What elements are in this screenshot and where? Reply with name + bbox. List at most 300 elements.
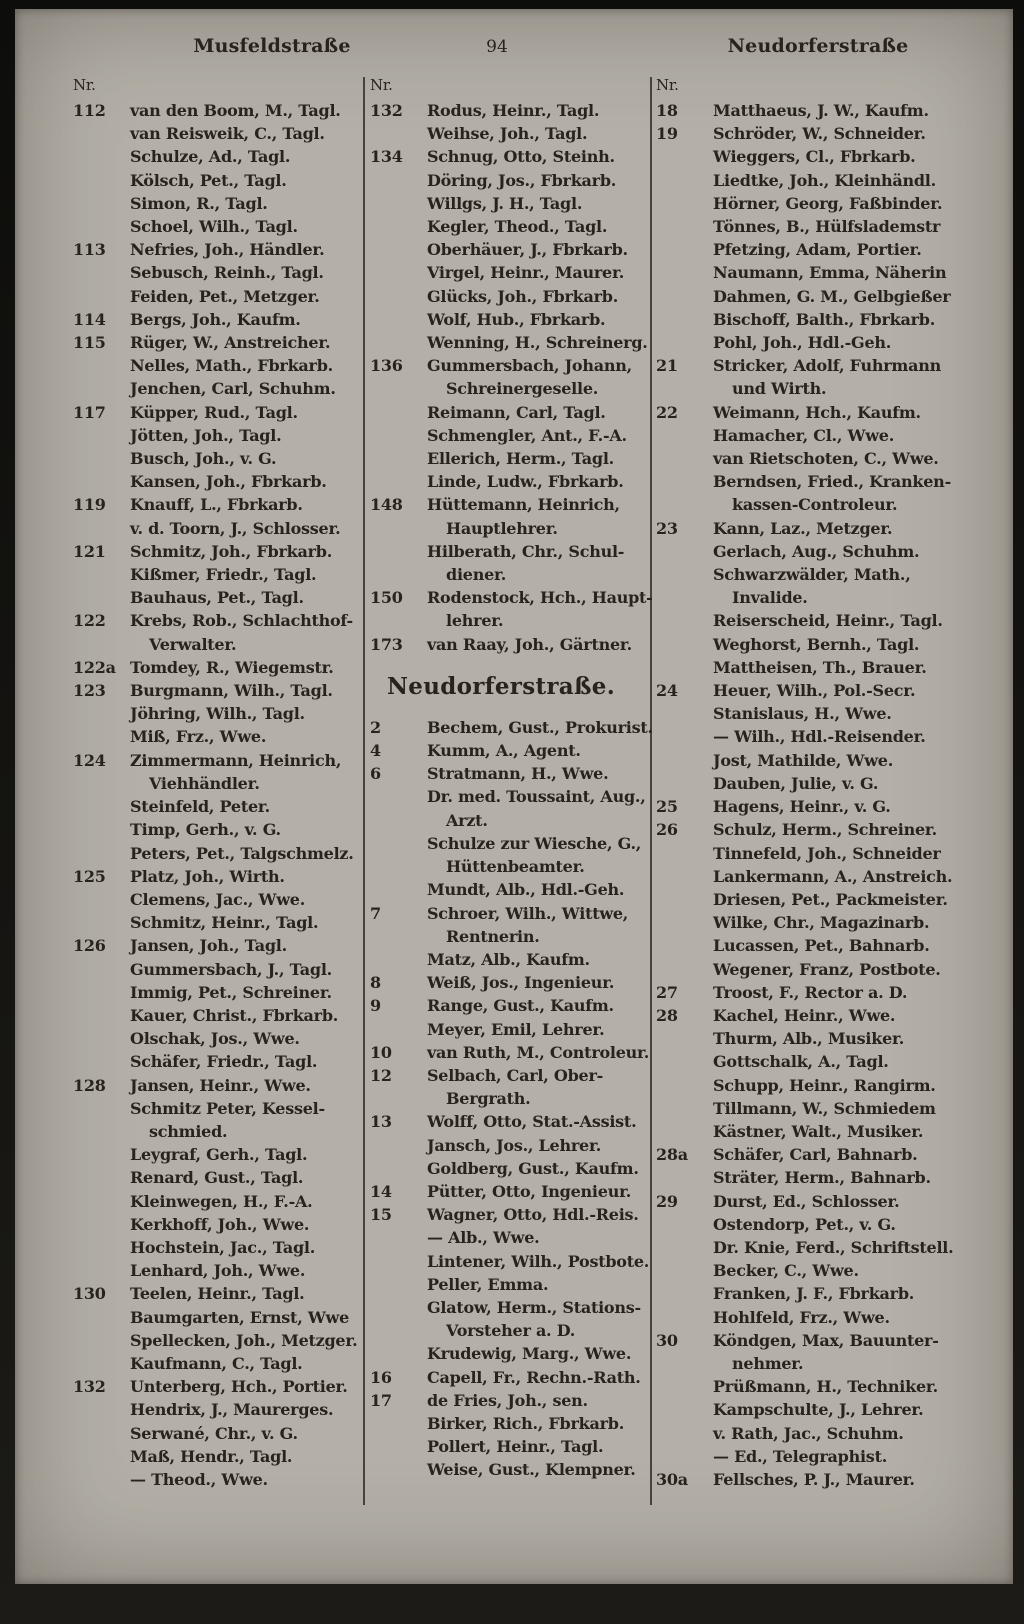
house-number: 25 xyxy=(656,797,678,817)
entry-text: van Rietschoten, C., Wwe. xyxy=(713,449,939,469)
directory-row xyxy=(656,981,961,1004)
entry-text: Schwarzwälder, Math., xyxy=(713,565,911,585)
entry-text: van Raay, Joh., Gärtner. xyxy=(427,634,632,654)
entry-text: Kansen, Joh., Fbrkarb. xyxy=(130,472,327,492)
entry-text: Glücks, Joh., Fbrkarb. xyxy=(427,286,619,306)
entry-text: Döring, Jos., Fbrkarb. xyxy=(427,170,617,190)
directory-row xyxy=(370,994,650,1017)
directory-row xyxy=(656,1004,961,1027)
entry-text: Prüßmann, H., Techniker. xyxy=(713,1377,938,1397)
directory-row xyxy=(370,1389,650,1412)
entry-text: Zimmermann, Heinrich, xyxy=(130,750,342,770)
entry-text: Wilke, Chr., Magazinarb. xyxy=(713,913,930,933)
directory-row xyxy=(73,122,363,145)
directory-row xyxy=(370,1226,650,1249)
entry-text: Ellerich, Herm., Tagl. xyxy=(427,449,614,469)
entry-text: Hochstein, Jac., Tagl. xyxy=(130,1237,316,1257)
entry-text: Naumann, Emma, Näherin xyxy=(713,263,947,283)
directory-row xyxy=(656,424,961,447)
directory-row xyxy=(370,517,650,540)
directory-row xyxy=(656,1166,961,1189)
house-number: 30a xyxy=(656,1469,688,1489)
entry-text: Burgmann, Wilh., Tagl. xyxy=(130,681,333,701)
directory-row xyxy=(370,354,650,377)
house-number: 9 xyxy=(370,996,381,1016)
entry-text: und Wirth. xyxy=(732,379,827,399)
entry-text: Becker, C., Wwe. xyxy=(713,1261,859,1281)
directory-row xyxy=(656,958,961,981)
entry-text: Busch, Joh., v. G. xyxy=(130,449,277,469)
entry-text: Jöhring, Wilh., Tagl. xyxy=(130,704,305,724)
directory-row xyxy=(73,285,363,308)
directory-row xyxy=(73,517,363,540)
directory-row xyxy=(370,1180,650,1203)
house-number: 10 xyxy=(370,1042,392,1062)
directory-row xyxy=(656,1120,961,1143)
house-number: 28a xyxy=(656,1145,688,1165)
house-number: 13 xyxy=(370,1112,392,1132)
entry-text: Kegler, Theod., Tagl. xyxy=(427,217,608,237)
entry-text: Durst, Ed., Schlosser. xyxy=(713,1191,900,1211)
entry-text: schmied. xyxy=(149,1121,228,1141)
entry-text: Bergrath. xyxy=(446,1089,531,1109)
house-number: 30 xyxy=(656,1330,678,1350)
directory-row xyxy=(73,772,363,795)
directory-row xyxy=(656,818,961,841)
directory-row xyxy=(73,1445,363,1468)
entry-text: Baumgarten, Ernst, Wwe xyxy=(130,1307,349,1327)
house-number: 15 xyxy=(370,1205,392,1225)
house-number: 132 xyxy=(370,101,403,120)
directory-row xyxy=(370,447,650,470)
directory-row xyxy=(73,1422,363,1445)
entry-text: Heuer, Wilh., Pol.-Secr. xyxy=(713,681,916,701)
directory-row xyxy=(73,725,363,748)
directory-row xyxy=(656,308,961,331)
house-number: 8 xyxy=(370,973,381,993)
directory-row xyxy=(656,586,961,609)
house-number: 119 xyxy=(73,495,106,515)
entry-text: Bauhaus, Pet., Tagl. xyxy=(130,588,304,608)
directory-row xyxy=(370,902,650,925)
house-number: 114 xyxy=(73,309,106,329)
directory-row xyxy=(656,795,961,818)
directory-row xyxy=(73,958,363,981)
entry-text: Kumm, A., Agent. xyxy=(427,741,581,761)
directory-row xyxy=(370,1064,650,1087)
entry-text: Rodus, Heinr., Tagl. xyxy=(427,101,600,120)
entry-text: Serwané, Chr., v. G. xyxy=(130,1423,298,1443)
directory-row xyxy=(656,447,961,470)
house-number: 126 xyxy=(73,936,106,956)
entry-text: Bergs, Joh., Kaufm. xyxy=(130,309,301,329)
entry-text: Willgs, J. H., Tagl. xyxy=(427,193,583,213)
entry-text: Krudewig, Marg., Wwe. xyxy=(427,1344,632,1364)
directory-row xyxy=(73,401,363,424)
house-number: 136 xyxy=(370,356,403,376)
number-column-label: Nr. xyxy=(73,76,96,94)
directory-row xyxy=(73,261,363,284)
directory-row xyxy=(370,1134,650,1157)
directory-row xyxy=(370,215,650,238)
entry-text: Wolff, Otto, Stat.-Assist. xyxy=(427,1112,637,1132)
directory-row xyxy=(73,145,363,168)
entry-text: Weimann, Hch., Kaufm. xyxy=(713,402,921,422)
directory-row xyxy=(656,1329,961,1352)
directory-row xyxy=(656,1445,961,1468)
directory-row xyxy=(370,1203,650,1226)
entry-text: Dr. med. Toussaint, Aug., xyxy=(427,787,646,807)
entry-text: Dr. Knie, Ferd., Schriftstell. xyxy=(713,1237,954,1257)
house-number: 19 xyxy=(656,124,678,144)
directory-row xyxy=(73,888,363,911)
directory-row xyxy=(73,308,363,331)
entry-text: Schäfer, Friedr., Tagl. xyxy=(130,1052,318,1072)
directory-row xyxy=(73,934,363,957)
entry-text: Weise, Gust., Klempner. xyxy=(427,1460,636,1480)
directory-row xyxy=(370,1342,650,1365)
directory-row xyxy=(656,517,961,540)
street-section-heading: Neudorferstraße. xyxy=(386,672,616,700)
entry-text: Wolf, Hub., Fbrkarb. xyxy=(427,309,606,329)
directory-row xyxy=(370,540,650,563)
directory-row xyxy=(73,1213,363,1236)
house-number: 24 xyxy=(656,681,678,701)
directory-row xyxy=(73,1329,363,1352)
entry-text: Peters, Pet., Talgschmelz. xyxy=(130,843,354,863)
directory-row xyxy=(370,192,650,215)
directory-row xyxy=(73,99,363,122)
directory-row xyxy=(370,470,650,493)
directory-row xyxy=(370,493,650,516)
number-column-label: Nr. xyxy=(370,76,393,94)
entry-text: Thurm, Alb., Musiker. xyxy=(713,1029,905,1049)
entry-text: Nefries, Joh., Händler. xyxy=(130,240,325,260)
entry-text: Viehhändler. xyxy=(149,773,260,793)
directory-row xyxy=(73,1468,363,1491)
directory-row xyxy=(656,1282,961,1305)
directory-row xyxy=(656,679,961,702)
house-number: 132 xyxy=(73,1377,106,1397)
entry-text: Gummersbach, J., Tagl. xyxy=(130,959,332,979)
entry-text: Schmitz Peter, Kessel- xyxy=(130,1098,325,1118)
directory-row xyxy=(73,749,363,772)
entry-text: v. d. Toorn, J., Schlosser. xyxy=(130,518,341,538)
directory-row xyxy=(656,934,961,957)
directory-row xyxy=(370,1366,650,1389)
entry-text: Krebs, Rob., Schlachthof- xyxy=(130,611,353,631)
house-number: 113 xyxy=(73,240,106,260)
entry-text: Hauptlehrer. xyxy=(446,518,558,538)
entry-text: Sträter, Herm., Bahnarb. xyxy=(713,1168,931,1188)
directory-row xyxy=(370,308,650,331)
house-number: 128 xyxy=(73,1075,106,1095)
entry-text: Wieggers, Cl., Fbrkarb. xyxy=(713,147,916,167)
entry-text: Wagner, Otto, Hdl.-Reis. xyxy=(427,1205,639,1225)
entry-text: Stricker, Adolf, Fuhrmann xyxy=(713,356,941,376)
entry-text: Schulze zur Wiesche, G., xyxy=(427,833,642,853)
directory-row xyxy=(370,145,650,168)
directory-row xyxy=(73,331,363,354)
entry-text: Knauff, L., Fbrkarb. xyxy=(130,495,303,515)
entry-text: Goldberg, Gust., Kaufm. xyxy=(427,1158,639,1178)
directory-row xyxy=(73,470,363,493)
directory-row xyxy=(370,377,650,400)
entry-text: v. Rath, Jac., Schuhm. xyxy=(713,1423,904,1443)
entry-text: Franken, J. F., Fbrkarb. xyxy=(713,1284,915,1304)
entry-text: Wegener, Franz, Postbote. xyxy=(713,959,941,979)
directory-row xyxy=(370,1087,650,1110)
entry-text: Kerkhoff, Joh., Wwe. xyxy=(130,1214,310,1234)
entry-text: Schmitz, Joh., Fbrkarb. xyxy=(130,541,333,561)
entry-text: — Theod., Wwe. xyxy=(130,1469,268,1489)
house-number: 124 xyxy=(73,750,106,770)
house-number: 123 xyxy=(73,681,106,701)
entry-text: nehmer. xyxy=(732,1353,804,1373)
directory-row xyxy=(656,772,961,795)
entry-text: Tinnefeld, Joh., Schneider xyxy=(713,843,941,863)
entry-text: Wenning, H., Schreinerg. xyxy=(427,333,648,353)
directory-row xyxy=(370,1018,650,1041)
directory-row xyxy=(656,911,961,934)
directory-row xyxy=(73,169,363,192)
directory-row xyxy=(73,1352,363,1375)
directory-row xyxy=(656,215,961,238)
directory-row xyxy=(73,1282,363,1305)
directory-row xyxy=(656,192,961,215)
entry-text: Schmitz, Heinr., Tagl. xyxy=(130,913,319,933)
directory-row xyxy=(370,1250,650,1273)
house-number: 117 xyxy=(73,402,106,422)
directory-row xyxy=(73,795,363,818)
entry-text: Lankermann, A., Anstreich. xyxy=(713,866,953,886)
directory-row xyxy=(656,1027,961,1050)
directory-row xyxy=(370,1110,650,1133)
directory-row xyxy=(370,261,650,284)
house-number: 122 xyxy=(73,611,106,631)
entry-text: Troost, F., Rector a. D. xyxy=(713,982,908,1002)
entry-text: Tillmann, W., Schmiedem xyxy=(713,1098,936,1118)
directory-row xyxy=(656,1143,961,1166)
directory-row xyxy=(73,192,363,215)
directory-row xyxy=(370,855,650,878)
number-column-label: Nr. xyxy=(656,76,679,94)
directory-row xyxy=(73,633,363,656)
house-number: 122a xyxy=(73,657,116,677)
directory-row xyxy=(370,878,650,901)
entry-text: Steinfeld, Peter. xyxy=(130,797,270,817)
entry-text: Schulz, Herm., Schreiner. xyxy=(713,820,937,840)
entry-text: Kölsch, Pet., Tagl. xyxy=(130,170,287,190)
entry-text: Weghorst, Bernh., Tagl. xyxy=(713,634,920,654)
directory-row xyxy=(656,842,961,865)
directory-row xyxy=(656,633,961,656)
entry-text: Clemens, Jac., Wwe. xyxy=(130,889,306,909)
entry-text: Schäfer, Carl, Bahnarb. xyxy=(713,1145,918,1165)
entry-text: Kleinwegen, H., F.-A. xyxy=(130,1191,313,1211)
entry-text: van Ruth, M., Controleur. xyxy=(427,1042,650,1062)
directory-column-1 xyxy=(73,73,363,1491)
directory-row xyxy=(656,609,961,632)
directory-row xyxy=(370,401,650,424)
house-number: 4 xyxy=(370,741,381,761)
directory-row xyxy=(73,354,363,377)
entry-text: Mattheisen, Th., Brauer. xyxy=(713,657,927,677)
entry-text: Mundt, Alb., Hdl.-Geh. xyxy=(427,880,625,900)
entry-text: Glatow, Herm., Stations- xyxy=(427,1297,641,1317)
directory-row xyxy=(73,377,363,400)
entry-text: Pollert, Heinr., Tagl. xyxy=(427,1437,604,1457)
entry-text: Matthaeus, J. W., Kaufm. xyxy=(713,101,929,120)
house-number: 21 xyxy=(656,356,678,376)
entry-text: Liedtke, Joh., Kleinhändl. xyxy=(713,170,936,190)
directory-row xyxy=(73,609,363,632)
directory-row xyxy=(370,971,650,994)
entry-text: Fellsches, P. J., Maurer. xyxy=(713,1469,915,1489)
entry-text: Dauben, Julie, v. G. xyxy=(713,773,879,793)
entry-text: Hilberath, Chr., Schul- xyxy=(427,541,625,561)
directory-row xyxy=(73,818,363,841)
house-number: 7 xyxy=(370,903,381,923)
entry-text: Hörner, Georg, Faßbinder. xyxy=(713,193,943,213)
directory-row xyxy=(73,1166,363,1189)
entry-text: Gerlach, Aug., Schuhm. xyxy=(713,541,920,561)
directory-row xyxy=(656,401,961,424)
directory-row xyxy=(370,716,653,739)
entry-text: Lucassen, Pet., Bahnarb. xyxy=(713,936,930,956)
entry-text: Pfetzing, Adam, Portier. xyxy=(713,240,922,260)
directory-row xyxy=(656,1398,961,1421)
directory-row xyxy=(370,1296,650,1319)
directory-row xyxy=(73,679,363,702)
page-surface xyxy=(15,9,1013,1584)
directory-row xyxy=(73,1004,363,1027)
entry-text: Pütter, Otto, Ingenieur. xyxy=(427,1181,632,1201)
entry-text: Leygraf, Gerh., Tagl. xyxy=(130,1145,308,1165)
directory-column-2 xyxy=(370,73,653,1482)
entry-text: Miß, Frz., Wwe. xyxy=(130,727,267,747)
entry-text: Arzt. xyxy=(446,810,488,830)
directory-row xyxy=(656,1352,961,1375)
entry-text: Schreinergeselle. xyxy=(446,379,599,399)
entry-text: Maß, Hendr., Tagl. xyxy=(130,1446,293,1466)
directory-row xyxy=(370,1157,650,1180)
entry-text: Hüttemann, Heinrich, xyxy=(427,495,620,515)
entry-text: Invalide. xyxy=(732,588,808,608)
entry-text: Jansch, Jos., Lehrer. xyxy=(427,1135,602,1155)
directory-row xyxy=(656,540,961,563)
directory-row xyxy=(656,285,961,308)
directory-row xyxy=(370,1041,650,1064)
directory-row xyxy=(656,656,961,679)
entry-text: Lintener, Wilh., Postbote. xyxy=(427,1251,650,1271)
directory-row xyxy=(73,1190,363,1213)
directory-row xyxy=(656,1097,961,1120)
entry-text: Oberhäuer, J., Fbrkarb. xyxy=(427,240,628,260)
house-number: 29 xyxy=(656,1191,678,1211)
directory-row xyxy=(73,1143,363,1166)
directory-row xyxy=(73,911,363,934)
directory-row xyxy=(656,749,961,772)
entry-text: Driesen, Pet., Packmeister. xyxy=(713,889,948,909)
directory-row xyxy=(656,122,961,145)
entry-text: Feiden, Pet., Metzger. xyxy=(130,286,320,306)
directory-row xyxy=(656,1422,961,1445)
entry-text: Nelles, Math., Fbrkarb. xyxy=(130,356,333,376)
entry-text: — Wilh., Hdl.-Reisender. xyxy=(713,727,926,747)
entry-text: Berndsen, Fried., Kranken- xyxy=(713,472,951,492)
entry-text: Kauer, Christ., Fbrkarb. xyxy=(130,1005,339,1025)
directory-row xyxy=(370,1273,650,1296)
house-number: 121 xyxy=(73,541,106,561)
entry-text: Vorsteher a. D. xyxy=(446,1321,576,1341)
directory-row xyxy=(656,725,961,748)
directory-row xyxy=(656,238,961,261)
entry-text: Küpper, Rud., Tagl. xyxy=(130,402,298,422)
entry-text: Weiß, Jos., Ingenieur. xyxy=(427,973,615,993)
entry-text: Timp, Gerh., v. G. xyxy=(130,820,281,840)
entry-text: van den Boom, M., Tagl. xyxy=(130,101,341,120)
directory-row xyxy=(656,865,961,888)
directory-row xyxy=(656,493,961,516)
directory-row xyxy=(656,261,961,284)
directory-row xyxy=(73,1236,363,1259)
entry-text: Selbach, Carl, Ober- xyxy=(427,1065,604,1085)
entry-text: Weihse, Joh., Tagl. xyxy=(427,124,588,144)
entry-text: Olschak, Jos., Wwe. xyxy=(130,1029,300,1049)
directory-row xyxy=(73,1097,363,1120)
column-divider-left xyxy=(363,77,365,1505)
directory-row xyxy=(73,586,363,609)
directory-row xyxy=(73,981,363,1004)
entry-text: Schnug, Otto, Steinh. xyxy=(427,147,615,167)
entry-text: Schupp, Heinr., Rangirm. xyxy=(713,1075,936,1095)
directory-row xyxy=(656,702,961,725)
entry-text: Birker, Rich., Fbrkarb. xyxy=(427,1413,625,1433)
house-number: 22 xyxy=(656,402,678,422)
directory-row xyxy=(370,424,650,447)
directory-row xyxy=(73,842,363,865)
directory-row xyxy=(656,1468,961,1491)
entry-text: Reimann, Carl, Tagl. xyxy=(427,402,606,422)
entry-text: Spellecken, Joh., Metzger. xyxy=(130,1330,358,1350)
entry-text: Hamacher, Cl., Wwe. xyxy=(713,425,895,445)
entry-text: Immig, Pet., Schreiner. xyxy=(130,982,332,1002)
entry-text: Hohlfeld, Frz., Wwe. xyxy=(713,1307,890,1327)
directory-row xyxy=(370,122,650,145)
directory-row xyxy=(73,1306,363,1329)
directory-row xyxy=(73,424,363,447)
directory-row xyxy=(73,238,363,261)
house-number: 173 xyxy=(370,634,403,654)
entry-text: Dahmen, G. M., Gelbgießer xyxy=(713,286,951,306)
directory-row xyxy=(73,493,363,516)
entry-text: Platz, Joh., Wirth. xyxy=(130,866,285,886)
directory-row xyxy=(73,656,363,679)
entry-text: Jötten, Joh., Tagl. xyxy=(130,425,282,445)
entry-text: Range, Gust., Kaufm. xyxy=(427,996,614,1016)
directory-row xyxy=(370,563,650,586)
house-number: 16 xyxy=(370,1367,392,1387)
entry-text: Hendrix, J., Maurerges. xyxy=(130,1400,334,1420)
entry-text: diener. xyxy=(446,565,507,585)
house-number: 18 xyxy=(656,101,678,120)
directory-row xyxy=(73,563,363,586)
directory-row xyxy=(656,331,961,354)
directory-row xyxy=(370,1435,650,1458)
directory-row xyxy=(73,215,363,238)
directory-row xyxy=(656,1259,961,1282)
